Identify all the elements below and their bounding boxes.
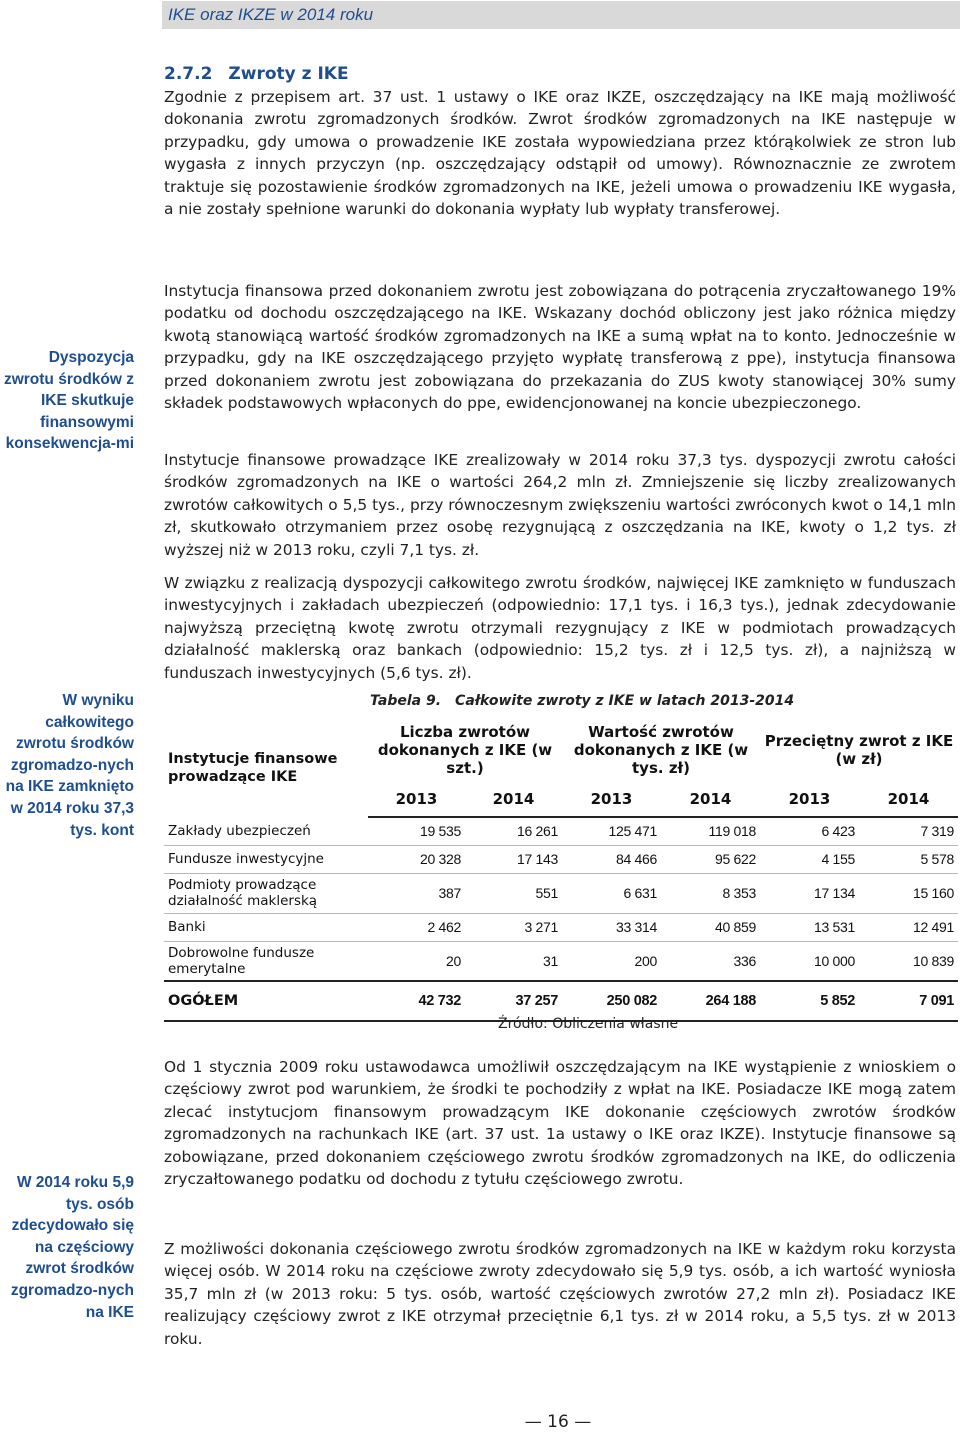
table-cell: 2 462 [427,919,461,935]
table-source: Źródło: Obliczenia własne [498,1016,679,1032]
table-cell: 6 631 [623,885,657,901]
table-cell: 7 319 [920,823,954,840]
table-cell: 20 [446,952,461,969]
table-cell: 20 328 [419,851,461,867]
year-header: 2013 [562,782,661,817]
document-title: IKE oraz IKZE w 2014 roku [162,1,960,29]
table-cell: 551 [535,885,558,901]
year-header: 2014 [661,782,760,817]
table-cell: 33 314 [615,919,657,935]
paragraph-tax-deduction: Instytucja finansowa przed dokonaniem zwrotu jest zobowiązana do potrącenia zryczałtowanego 19% podatku od dochodu oszczędzającego na IKE. Wskazany dochód obliczony jest jako różnica między kwotą stanowiącą wartość środków zgromadzonych na IKE a sumą wpłat na to konto. Jednocześnie w przypadku, gdy na IKE oszczędzającego przyjęto wypłatę transferową z ppe), instytucja finansowa przed dokonaniem zwrotu jest zobowiązana do przekazania do ZUS kwoty stanowiącej 30% sumy składek podstawowych wpłaconych do ppe, ewidencjonowanej na koncie ubezpieczonego. [164,282,956,413]
table-cell: 387 [438,885,461,901]
table-row [164,913,958,941]
table-cell: 10 000 [813,952,855,969]
table-cell: 40 859 [714,919,756,935]
paragraph-2014-full-returns: Instytucje finansowe prowadzące IKE zrealizowały w 2014 roku 37,3 tys. dyspozycji zwrotu całości środków zgromadzonych na IKE o wartości 264,2 mln zł. Zmniejszenie się liczby zrealizowanych zwrotów całkowitych o 5,5 tys., przy równoczesnym zwiększeniu wartości zwróconych kwot o 14,1 mln zł, skutkowało otrzymaniem przez osobę rezygnującą z oszczędzania na IKE, kwoty o 1,2 tys. zł wyższej niż w 2013 roku, czyli 7,1 tys. zł. [164,451,956,559]
row-label: Fundusze inwestycyjne [168,851,324,867]
table-cell: 8 353 [722,885,756,901]
table-cell: 19 535 [419,823,461,840]
table-cell: 95 622 [714,851,756,867]
page-number-value: 16 [547,1412,569,1432]
total-cell: 250 082 [606,993,657,1009]
table-cell: 119 018 [708,823,756,840]
table-cell: 12 491 [912,919,954,935]
row-label: Zakłady ubezpieczeń [168,822,311,839]
sidenote-closed-accounts: W wyniku całkowitego zwrotu środków zgromadzo-nych na IKE zamknięto w 2014 roku 37,3 tys. kont [5,692,134,839]
table-row [164,873,958,913]
table-header-row [164,718,958,782]
table-cell: 6 423 [821,823,855,840]
table-row [164,845,958,873]
table-cell: 336 [733,952,756,969]
table-cell: 31 [543,952,558,969]
table-total-row [164,981,958,1021]
running-header [0,0,960,30]
table-cell: 5 578 [920,851,954,867]
total-cell: 42 732 [418,993,461,1009]
sidenote-partial-returns: W 2014 roku 5,9 tys. osób zdecydowało się na częściowy zwrot środków zgromadzo-nych na IKE [10,1174,134,1321]
table-cell: 3 271 [524,919,558,935]
total-cell: 264 188 [705,993,756,1009]
section-title: Zwroty z IKE [228,64,349,84]
page-number: — 16 — [524,1412,592,1432]
table-cell: 17 134 [813,885,855,901]
table-cell: 10 839 [912,952,954,969]
header-average: Przeciętny zwrot z IKE (w zł) [764,732,954,768]
year-header: 2013 [368,782,465,817]
total-cell: 5 852 [820,993,855,1009]
total-cell: 7 091 [919,993,954,1009]
table-cell: 200 [634,952,657,969]
header-count: Liczba zwrotów dokonanych z IKE (w szt.) [377,723,553,777]
header-value: Wartość zwrotów dokonanych z IKE (w tys. zł) [573,723,749,777]
table-caption [370,693,794,709]
header-institution: Instytucje finansowe prowadzące IKE [168,750,338,785]
returns-table [164,718,958,1022]
row-label: Podmioty prowadzące działalność maklerską [168,877,318,909]
table-cell: 16 261 [516,823,558,840]
year-header: 2014 [465,782,562,817]
row-label: Banki [168,919,206,935]
paragraph-legal-basis: Zgodnie z przepisem art. 37 ust. 1 ustawy o IKE oraz IKZE, oszczędzający na IKE mają możliwość dokonania zwrotu zgromadzonych środków. Zwrot środków zgromadzonych na IKE następuje w przypadku, gdy umowa o prowadzenie IKE została wypowiedziana przez którąkolwiek ze stron lub wygasła z innych przyczyn (np. oszczędzający odstąpił od umowy). Równoznacznie ze zwrotem traktuje się pozostawienie środków zgromadzonych na IKE, jeżeli umowa o prowadzeniu IKE wygasła, a nie zostały spełnione warunki do dokonania wypłaty lub wypłaty transferowej. [164,88,956,219]
year-header: 2014 [859,782,958,817]
table-title: Całkowite zwroty z IKE w latach 2013-2014 [455,693,795,709]
table-cell: 4 155 [821,851,855,867]
row-label: Dobrowolne fundusze emerytalne [168,944,315,977]
table-label: Tabela 9. [370,693,442,709]
sidenote-consequences: Dyspozycja zwrotu środków z IKE skutkuje finansowymi konsekwencja-mi [3,349,134,453]
paragraph-partial-returns-law: Od 1 stycznia 2009 roku ustawodawca umożliwił oszczędzającym na IKE wystąpienie z wnioskiem o częściowy zwrot pod warunkiem, że środki te pochodziły z wpłat na IKE. Posiadacze IKE mogą zatem zlecać instytucjom finansowym prowadzącym IKE dokonanie częściowych zwrotów środków zgromadzonych na rachunkach IKE (art. 37 ust. 1a ustawy o IKE oraz IKZE). Instytucje finansowe są zobowiązane, przed dokonaniem częściowego zwrotu środków zgromadzonych na IKE, do odliczenia zryczałtowanego podatku od dochodu z tytułu częściowego zwrotu. [164,1058,956,1189]
table-row [164,817,958,845]
year-header: 2013 [760,782,859,817]
table-cell: 17 143 [516,851,558,867]
table-cell: 84 466 [615,851,657,867]
paragraph-partial-returns-2014: Z możliwości dokonania częściowego zwrotu środków zgromadzonych na IKE w każdym roku korzysta więcej osób. W 2014 roku na częściowe zwroty zdecydowało się 5,9 tys. osób, a ich wartość wyniosła 35,7 mln zł (w 2013 roku: 5 tys. osób, wartość częściowych zwrotów 27,2 mln zł). Posiadacz IKE realizujący częściowy zwrot z IKE otrzymał przeciętnie 6,1 tys. zł w 2014 roku, a 5,5 tys. zł w 2013 roku. [164,1240,956,1348]
table-cell: 13 531 [813,919,855,935]
paragraph-closed-accounts: W związku z realizacją dyspozycji całkowitego zwrotu środków, najwięcej IKE zamknięto w funduszach inwestycyjnych i zakładach ubezpieczeń (odpowiednio: 17,1 tys. i 16,3 tys.), jednak zdecydowanie najwyższą przeciętną kwotę zwrotu otrzymali rezygnujący z IKE w podmiotach prowadzących działalność maklerską oraz bankach (odpowiednio: 15,2 tys. zł i 12,5 tys. zł), a najniższą w funduszach inwestycyjnych (5,6 tys. zł). [164,574,956,682]
total-cell: 37 257 [515,993,558,1009]
table-cell: 15 160 [912,885,954,901]
section-heading [164,64,349,84]
table-cell: 125 471 [608,823,657,840]
total-label: OGÓŁEM [168,993,239,1009]
table-row [164,941,958,981]
section-number: 2.7.2 [164,64,213,84]
